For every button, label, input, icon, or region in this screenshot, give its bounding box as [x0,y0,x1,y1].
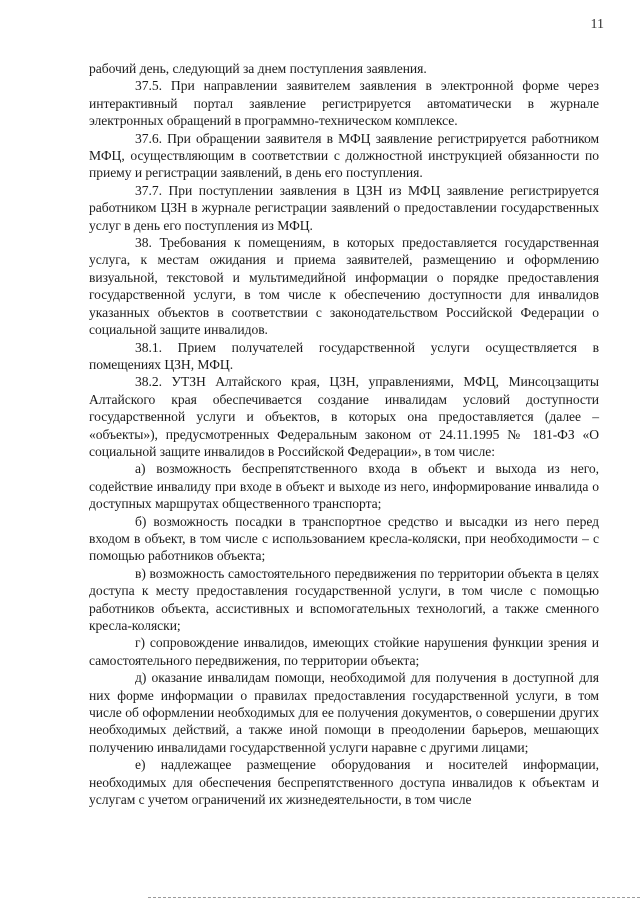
paragraph-38: 38. Требования к помещениям, в которых предоставляется государственная услуга, к местам ожидания и приема заявителей, размещению и оформлению визуальной, текстовой и мультимедийной информации о порядке предоставления государственной услуги, в том числе к обеспечению доступности для инвалидов указанных объектов в соответствии с законодательством Российской Федерации о социальной защите инвалидов. [89,235,599,338]
list-item-v: в) возможность самостоятельного передвижения по территории объекта в целях доступа к месту предоставления государственной услуги, в том числе с помощью работников объекта, ассистивных и вспомогательных технологий, а также сменного кресла-коляски; [89,565,599,633]
list-item-g: г) сопровождение инвалидов, имеющих стойкие нарушения функции зрения и самостоятельного передвижения, по территории объекта; [89,635,599,668]
paragraph-37-7: 37.7. При поступлении заявления в ЦЗН из МФЦ заявление регистрируется работником ЦЗН в журнале регистрации заявлений о предоставлении государственных услуг в день его поступления из МФЦ. [89,182,599,233]
list-item-b: б) возможность посадки в транспортное средство и высадки из него перед входом в объект, в том числе с использованием кресла-коляски, при необходимости – с помощью работников объекта; [89,513,599,564]
document-body [89,60,599,808]
paragraph-38-1: 38.1. Прием получателей государственной услуги осуществляется в помещениях ЦЗН, МФЦ. [89,339,599,372]
page-number: 11 [590,17,604,32]
bottom-divider [148,897,640,898]
list-item-d: д) оказание инвалидам помощи, необходимой для получения в доступной для них форме информации о правилах предоставления государственной услуги, в том числе об оформлении необходимых для ее получения документов, о совершении других необходимых действий, а также иной помощи в преодолении барьеров, мешающих получению инвалидами государственной услуги наравне с другими лицами; [89,670,599,755]
paragraph-37-6: 37.6. При обращении заявителя в МФЦ заявление регистрируется работником МФЦ, осуществляющим в соответствии с должностной инструкцией обязанности по приему и регистрации заявлений, в день его поступления. [89,130,599,181]
paragraph-38-2: 38.2. УТЗН Алтайского края, ЦЗН, управлениями, МФЦ, Минсоцзащиты Алтайского края обеспечивается создание инвалидам условий доступности государственной услуги и объектов, в которых она предоставляется (далее – «объекты»), предусмотренных Федеральным законом от 24.11.1995 № 181-ФЗ «О социальной защите инвалидов в Российской Федерации», в том числе: [89,374,599,459]
list-item-e: е) надлежащее размещение оборудования и носителей информации, необходимых для обеспечения беспрепятственного доступа инвалидов к объектам и услугам с учетом ограничений их жизнедеятельности, в том числе [89,757,599,808]
paragraph-continuation: рабочий день, следующий за днем поступления заявления. [89,61,427,76]
list-item-a: а) возможность беспрепятственного входа в объект и выхода из него, содействие инвалиду при входе в объект и выходе из него, информирование инвалида о доступных маршрутах общественного транспорта; [89,461,599,512]
paragraph-37-5: 37.5. При направлении заявителем заявления в электронной форме через интерактивный портал заявление регистрируется автоматически в журнале электронных обращений в программно-техническом комплексе. [89,78,599,129]
